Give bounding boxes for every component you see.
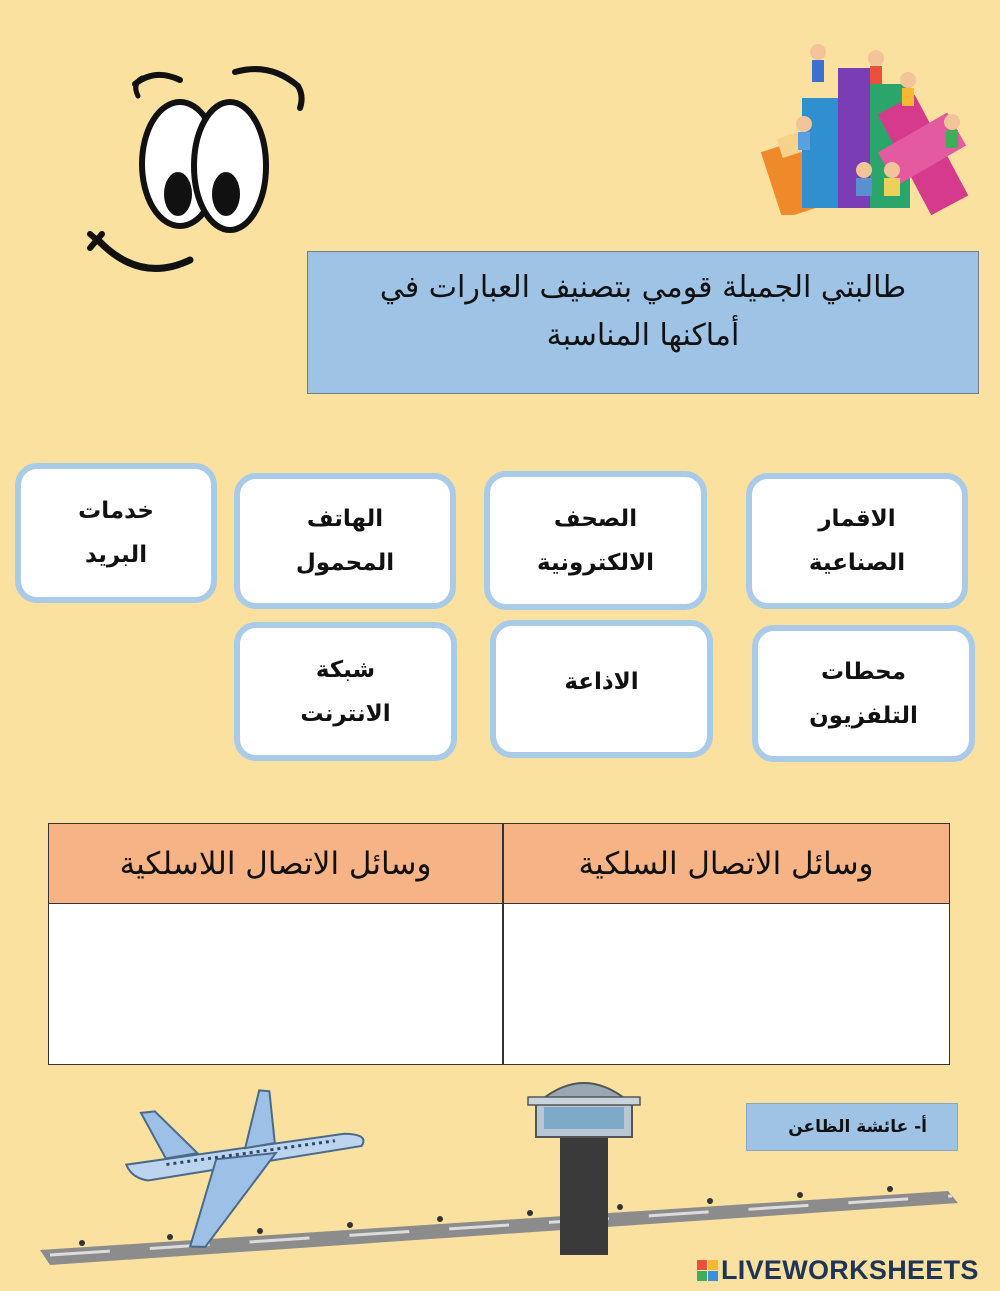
drag-card-mobile-phone[interactable] (234, 473, 456, 609)
wireless-drop-zone[interactable] (49, 904, 501, 1064)
liveworksheets-logo (697, 1253, 979, 1287)
drag-card-postal-services[interactable] (15, 463, 217, 603)
card-label: الهاتف (306, 506, 384, 532)
card-label: محطات (821, 658, 906, 685)
card-label: شبكة (315, 656, 376, 683)
card-label: خدمات (78, 498, 154, 524)
card-label: الاذاعة (564, 669, 639, 695)
airport-illustration (40, 1065, 965, 1275)
card-label: الصناعية (808, 550, 906, 576)
drag-card-radio[interactable] (490, 620, 713, 758)
wired-drop-zone[interactable] (504, 904, 949, 1064)
card-label: الاقمار (818, 506, 896, 532)
card-label: الانترنت (300, 700, 391, 727)
instruction-box (307, 251, 979, 394)
wireless-header-label: وسائل الاتصال اللاسلكية (119, 845, 432, 882)
wireless-header (49, 824, 502, 904)
wired-header (503, 824, 949, 904)
logo-text: LIVEWORKSHEETS (721, 1254, 979, 1285)
card-label: الصحف (553, 505, 638, 532)
drag-card-tv-stations[interactable] (752, 625, 975, 762)
drag-card-e-newspapers[interactable] (484, 471, 707, 610)
kids-books-illustration (752, 40, 974, 215)
author-label (746, 1103, 958, 1151)
card-label: الالكترونية (537, 549, 654, 576)
card-label: المحمول (295, 550, 395, 576)
smiley-face-illustration (80, 62, 320, 277)
instruction-line-1: طالبتي الجميلة قومي بتصنيف العبارات في (379, 270, 907, 305)
author-name: أ- عائشة الظاعن (788, 1117, 927, 1137)
column-divider (502, 824, 504, 1064)
logo-icon (697, 1260, 718, 1281)
instruction-line-2: أماكنها المناسبة (546, 318, 740, 353)
drag-card-internet[interactable] (234, 622, 457, 761)
wired-header-label: وسائل الاتصال السلكية (578, 845, 874, 882)
drag-card-satellites[interactable] (746, 473, 968, 609)
card-label: التلفزيون (809, 702, 918, 729)
classification-table (48, 823, 950, 1065)
card-label: البريد (84, 542, 148, 568)
